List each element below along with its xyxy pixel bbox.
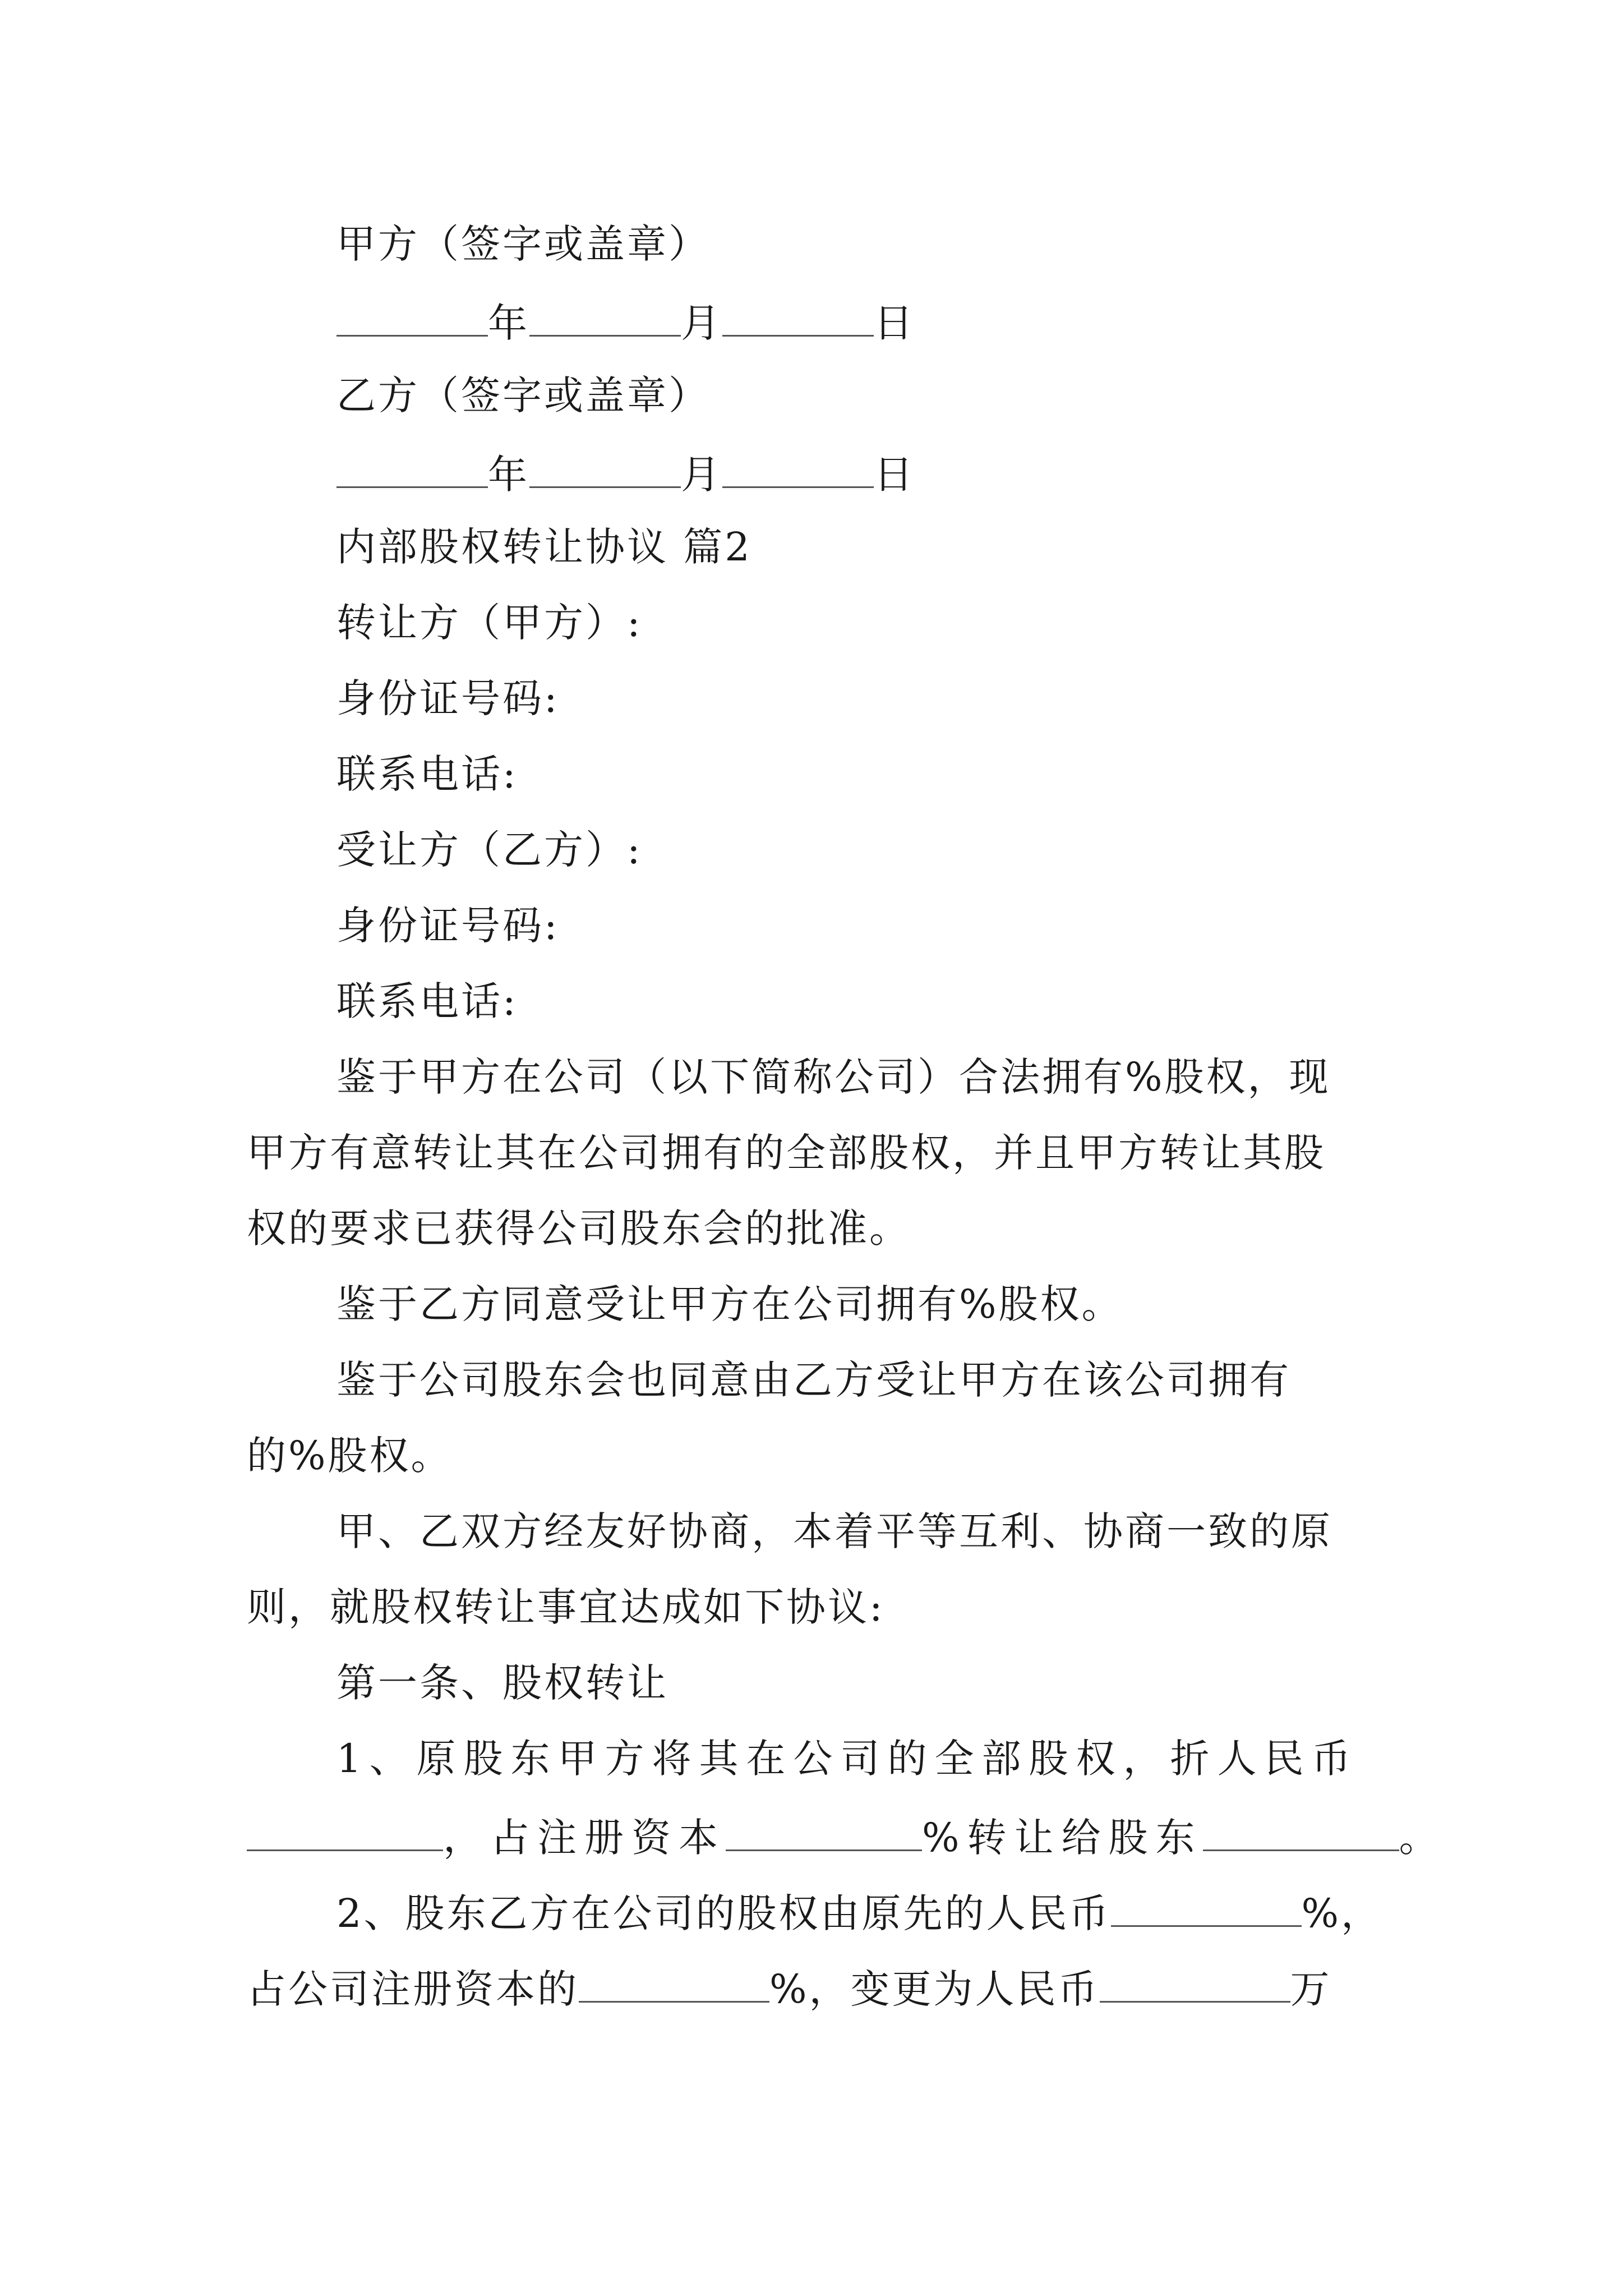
section-title: 内部股权转让协议 篇2 <box>336 524 752 570</box>
clause-1-text-c: 。 <box>1399 1815 1446 1861</box>
clause-1-line-2 <box>247 1815 1446 1861</box>
party-b-date-line <box>336 452 915 498</box>
clause-1-text-a: ，占注册资本 <box>443 1815 726 1861</box>
recital-2: 鉴于乙方同意受让甲方在公司拥有%股权。 <box>336 1281 1123 1327</box>
phone-b: 联系电话: <box>336 978 518 1024</box>
new-amount-blank <box>1100 1966 1290 2003</box>
year-blank <box>336 452 488 488</box>
day-blank <box>722 300 874 337</box>
phone-a: 联系电话: <box>336 751 518 797</box>
clause-1-text-b: %转让给股东 <box>922 1815 1203 1861</box>
original-amount-blank <box>1111 1890 1302 1927</box>
recital-3-line-1: 鉴于公司股东会也同意由乙方受让甲方在该公司拥有 <box>336 1357 1291 1403</box>
percent-blank <box>726 1815 922 1851</box>
id-number-b: 身份证号码: <box>336 903 560 949</box>
capital-percent-blank <box>579 1966 769 2003</box>
year-label: 年 <box>488 452 529 498</box>
clause-2-line-1 <box>336 1890 1383 1936</box>
clause-1-line-1: 1、原股东甲方将其在公司的全部股权，折人民币 <box>336 1736 1359 1782</box>
month-label: 月 <box>681 300 722 346</box>
shareholder-blank <box>1203 1815 1399 1851</box>
recital-1-line-1: 鉴于甲方在公司（以下简称公司）合法拥有%股权，现 <box>336 1054 1331 1100</box>
recital-1-line-2: 甲方有意转让其在公司拥有的全部股权，并且甲方转让其股 <box>247 1130 1326 1176</box>
clause-2-text-e: 万 <box>1290 1966 1332 2012</box>
day-blank <box>722 452 874 488</box>
day-label: 日 <box>874 300 915 346</box>
transferee-label: 受让方（乙方）: <box>336 827 643 873</box>
recital-1-line-3: 权的要求已获得公司股东会的批准。 <box>247 1205 911 1251</box>
clause-2-text-d: %，变更为人民币 <box>769 1966 1100 2012</box>
party-a-date-line <box>336 300 915 346</box>
recital-3-line-2: 的%股权。 <box>247 1433 453 1479</box>
year-label: 年 <box>488 300 529 346</box>
recital-4-line-2: 则，就股权转让事宜达成如下协议: <box>247 1584 885 1630</box>
clause-2-text-c: 占公司注册资本的 <box>247 1966 579 2012</box>
year-blank <box>336 300 488 337</box>
id-number-a: 身份证号码: <box>336 675 560 721</box>
clause-2-text-b: %， <box>1301 1890 1383 1936</box>
month-label: 月 <box>681 452 722 498</box>
party-b-signature: 乙方（签字或盖章） <box>336 372 710 418</box>
clause-2-text-a: 2、股东乙方在公司的股权由原先的人民币 <box>336 1890 1111 1936</box>
day-label: 日 <box>874 452 915 498</box>
transferor-label: 转让方（甲方）: <box>336 600 643 646</box>
clause-2-line-2 <box>247 1966 1332 2012</box>
amount-blank <box>247 1815 443 1851</box>
recital-4-line-1: 甲、乙双方经友好协商，本着平等互利、协商一致的原 <box>336 1508 1332 1554</box>
month-blank <box>529 300 681 337</box>
month-blank <box>529 452 681 488</box>
party-a-signature: 甲方（签字或盖章） <box>336 221 710 267</box>
article-1-heading: 第一条、股权转让 <box>336 1660 668 1706</box>
